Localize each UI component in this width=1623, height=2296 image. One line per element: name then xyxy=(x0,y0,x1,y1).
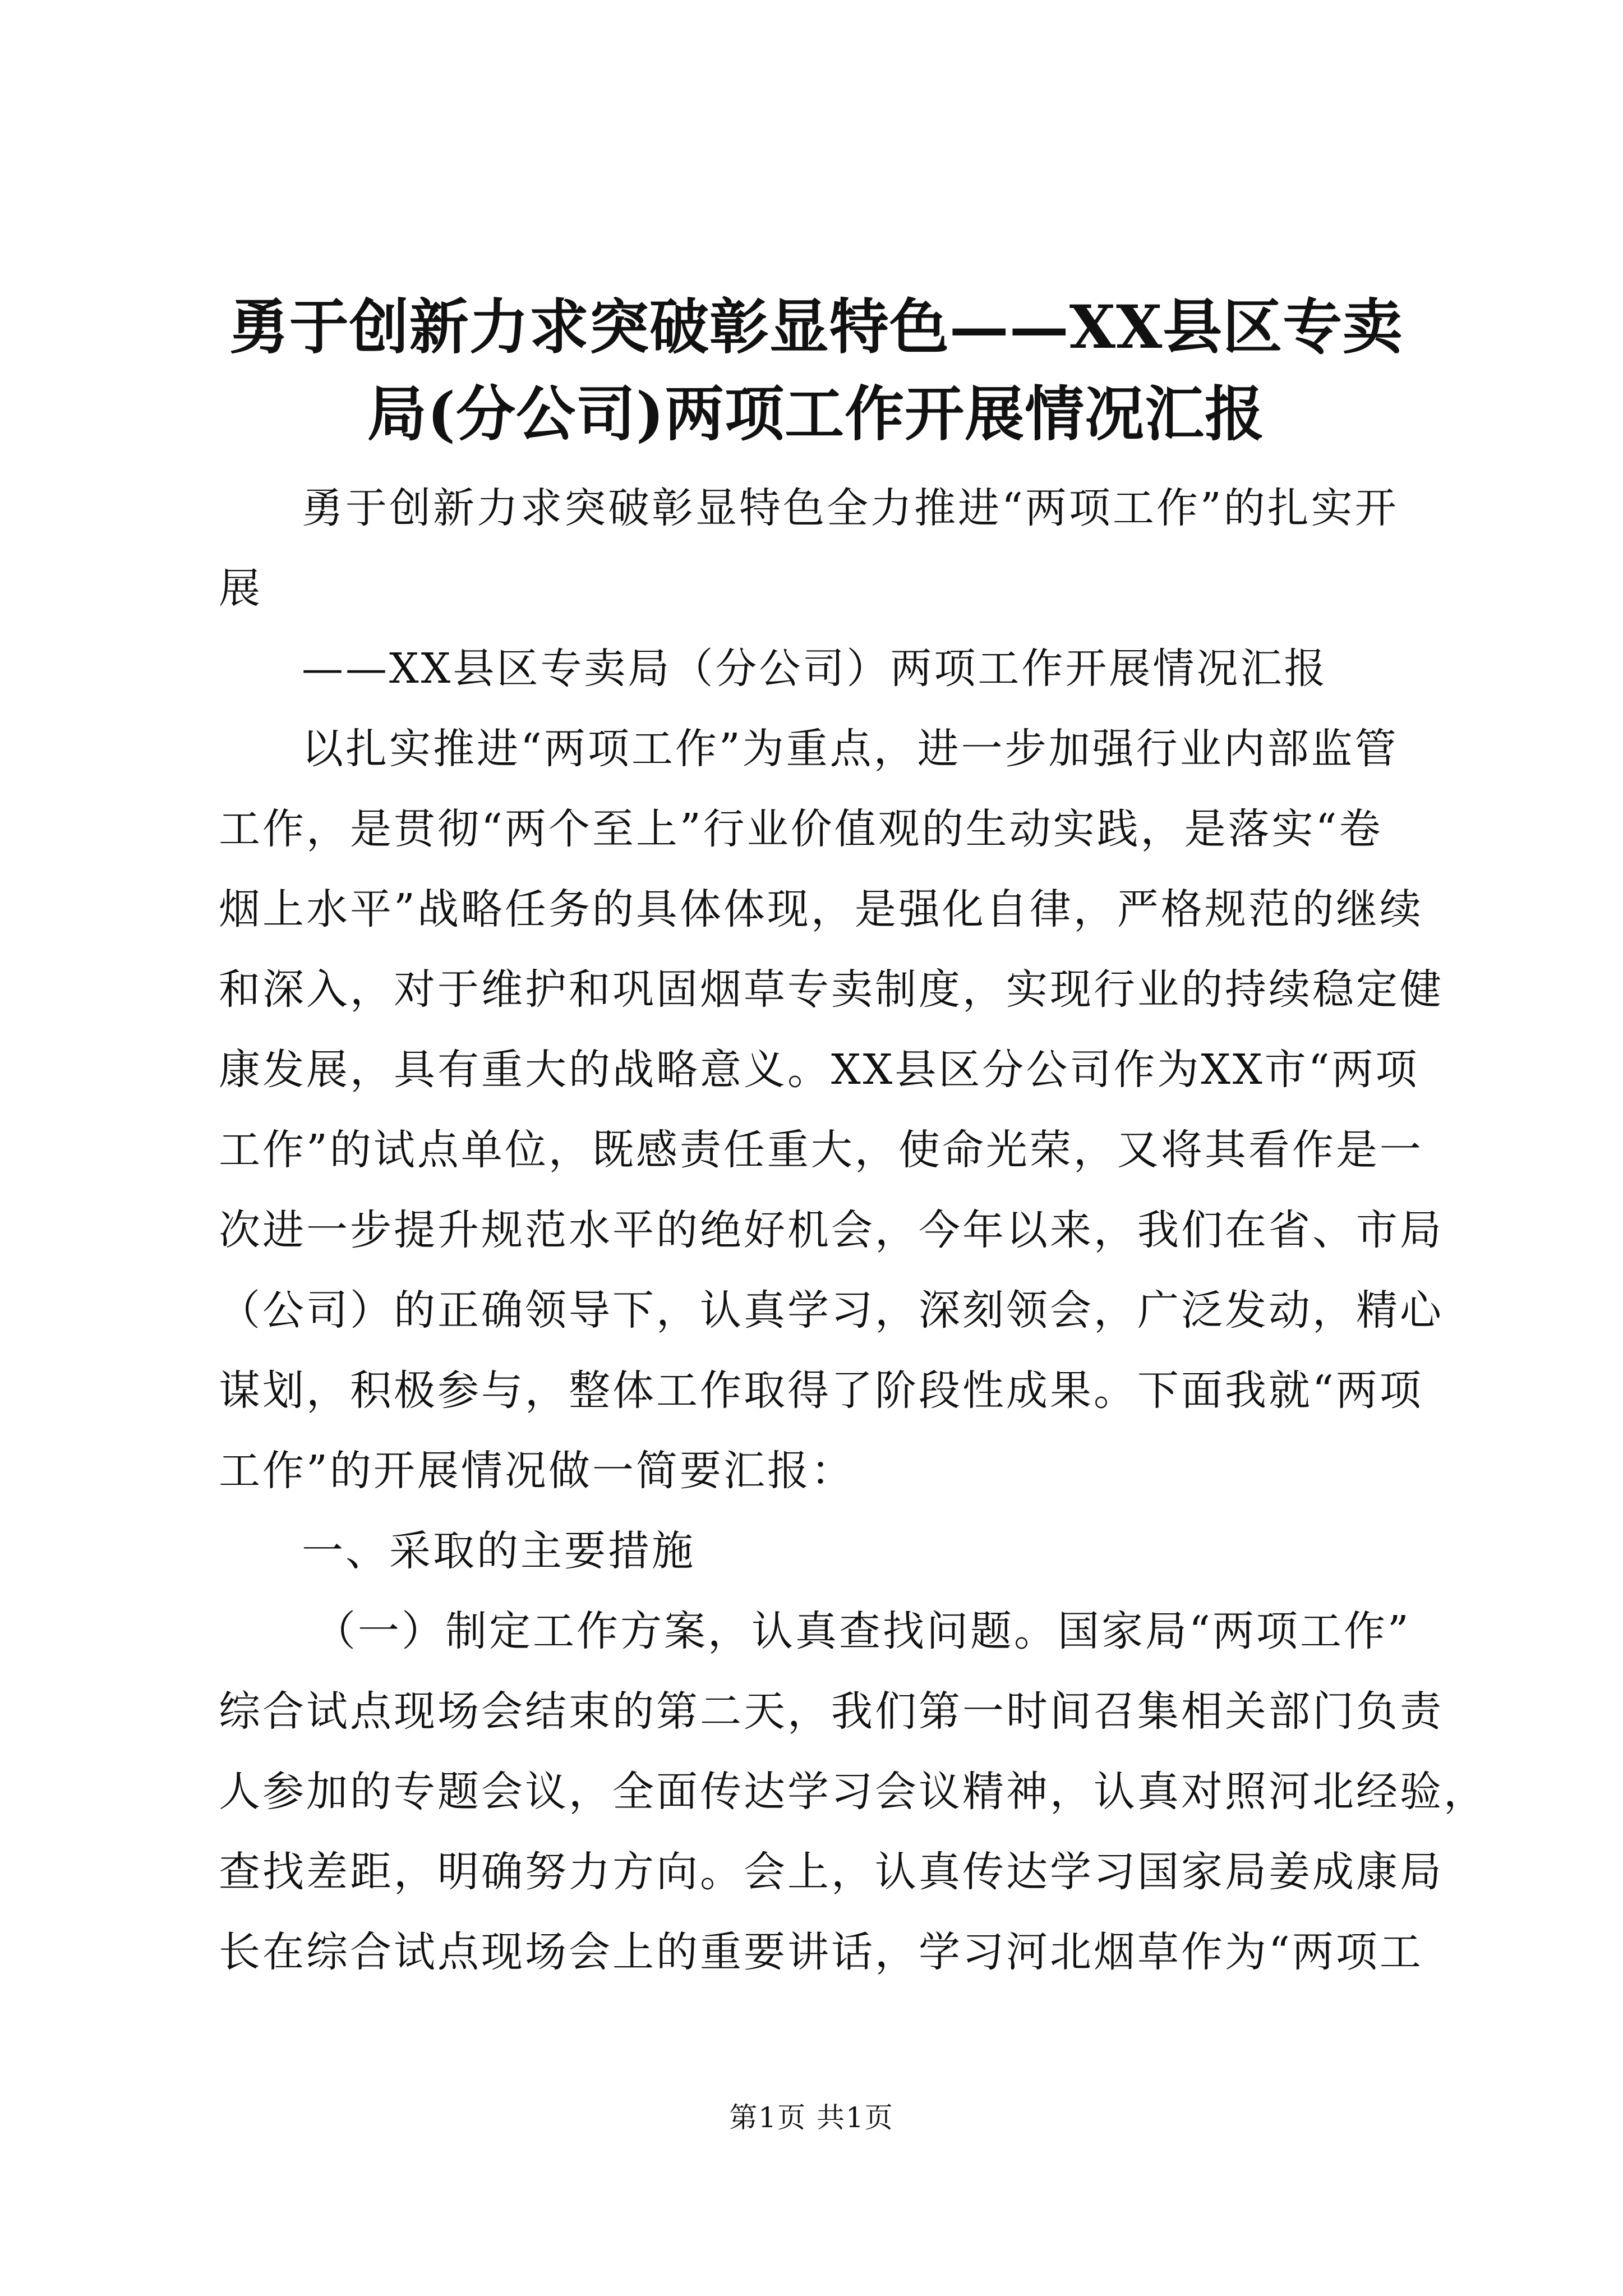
subtitle-line: ——XX县区专卖局（分公司）两项工作开展情况汇报 xyxy=(302,645,1328,693)
paragraph-line: 工作，是贯彻“两个至上”行业价值观的生动实践，是落实“卷 xyxy=(219,805,1383,853)
paragraph-line: 工作”的开展情况做一简要汇报： xyxy=(219,1447,855,1495)
paragraph-line: 长在综合试点现场会上的重要讲话，学习河北烟草作为“两项工 xyxy=(219,1928,1423,1976)
paragraph-line: （一）制定工作方案，认真查找问题。国家局“两项工作” xyxy=(314,1607,1411,1655)
paragraph-line: （公司）的正确领导下，认真学习，深刻领会，广泛发动，精心 xyxy=(219,1286,1444,1335)
subtitle-line: 展 xyxy=(219,564,262,613)
title-line-1: 勇于创新力求突破彰显特色——XX县区专卖 xyxy=(229,292,1403,362)
paragraph-line: 烟上水平”战略任务的具体体现，是强化自律，严格规范的继续 xyxy=(219,885,1423,933)
paragraph-line: 工作”的试点单位，既感责任重大，使命光荣，又将其看作是一 xyxy=(219,1126,1423,1174)
title-line-2: 局(分公司)两项工作开展情况汇报 xyxy=(367,379,1265,449)
paragraph-line: 人参加的专题会议，全面传达学习会议精神，认真对照河北经验， xyxy=(219,1768,1487,1816)
paragraph-line: 和深入，对于维护和巩固烟草专卖制度，实现行业的持续稳定健 xyxy=(219,965,1444,1014)
section-heading: 一、采取的主要措施 xyxy=(302,1527,695,1575)
paragraph-line: 综合试点现场会结束的第二天，我们第一时间召集相关部门负责 xyxy=(219,1687,1444,1736)
document-body xyxy=(219,468,1487,1993)
subtitle-line: 勇于创新力求突破彰显特色全力推进“两项工作”的扎实开 xyxy=(302,484,1399,532)
paragraph-line: 康发展，具有重大的战略意义。XX县区分公司作为XX市“两项 xyxy=(219,1046,1419,1094)
page-number-footer: 第1页 共1页 xyxy=(729,2101,894,2134)
document-title xyxy=(213,283,1419,457)
paragraph-line: 查找差距，明确努力方向。会上，认真传达学习国家局姜成康局 xyxy=(219,1848,1444,1896)
paragraph-line: 次进一步提升规范水平的绝好机会，今年以来，我们在省、市局 xyxy=(219,1206,1444,1254)
paragraph-line: 以扎实推进“两项工作”为重点，进一步加强行业内部监管 xyxy=(302,725,1399,773)
paragraph-line: 谋划，积极参与，整体工作取得了阶段性成果。下面我就“两项 xyxy=(219,1366,1423,1415)
